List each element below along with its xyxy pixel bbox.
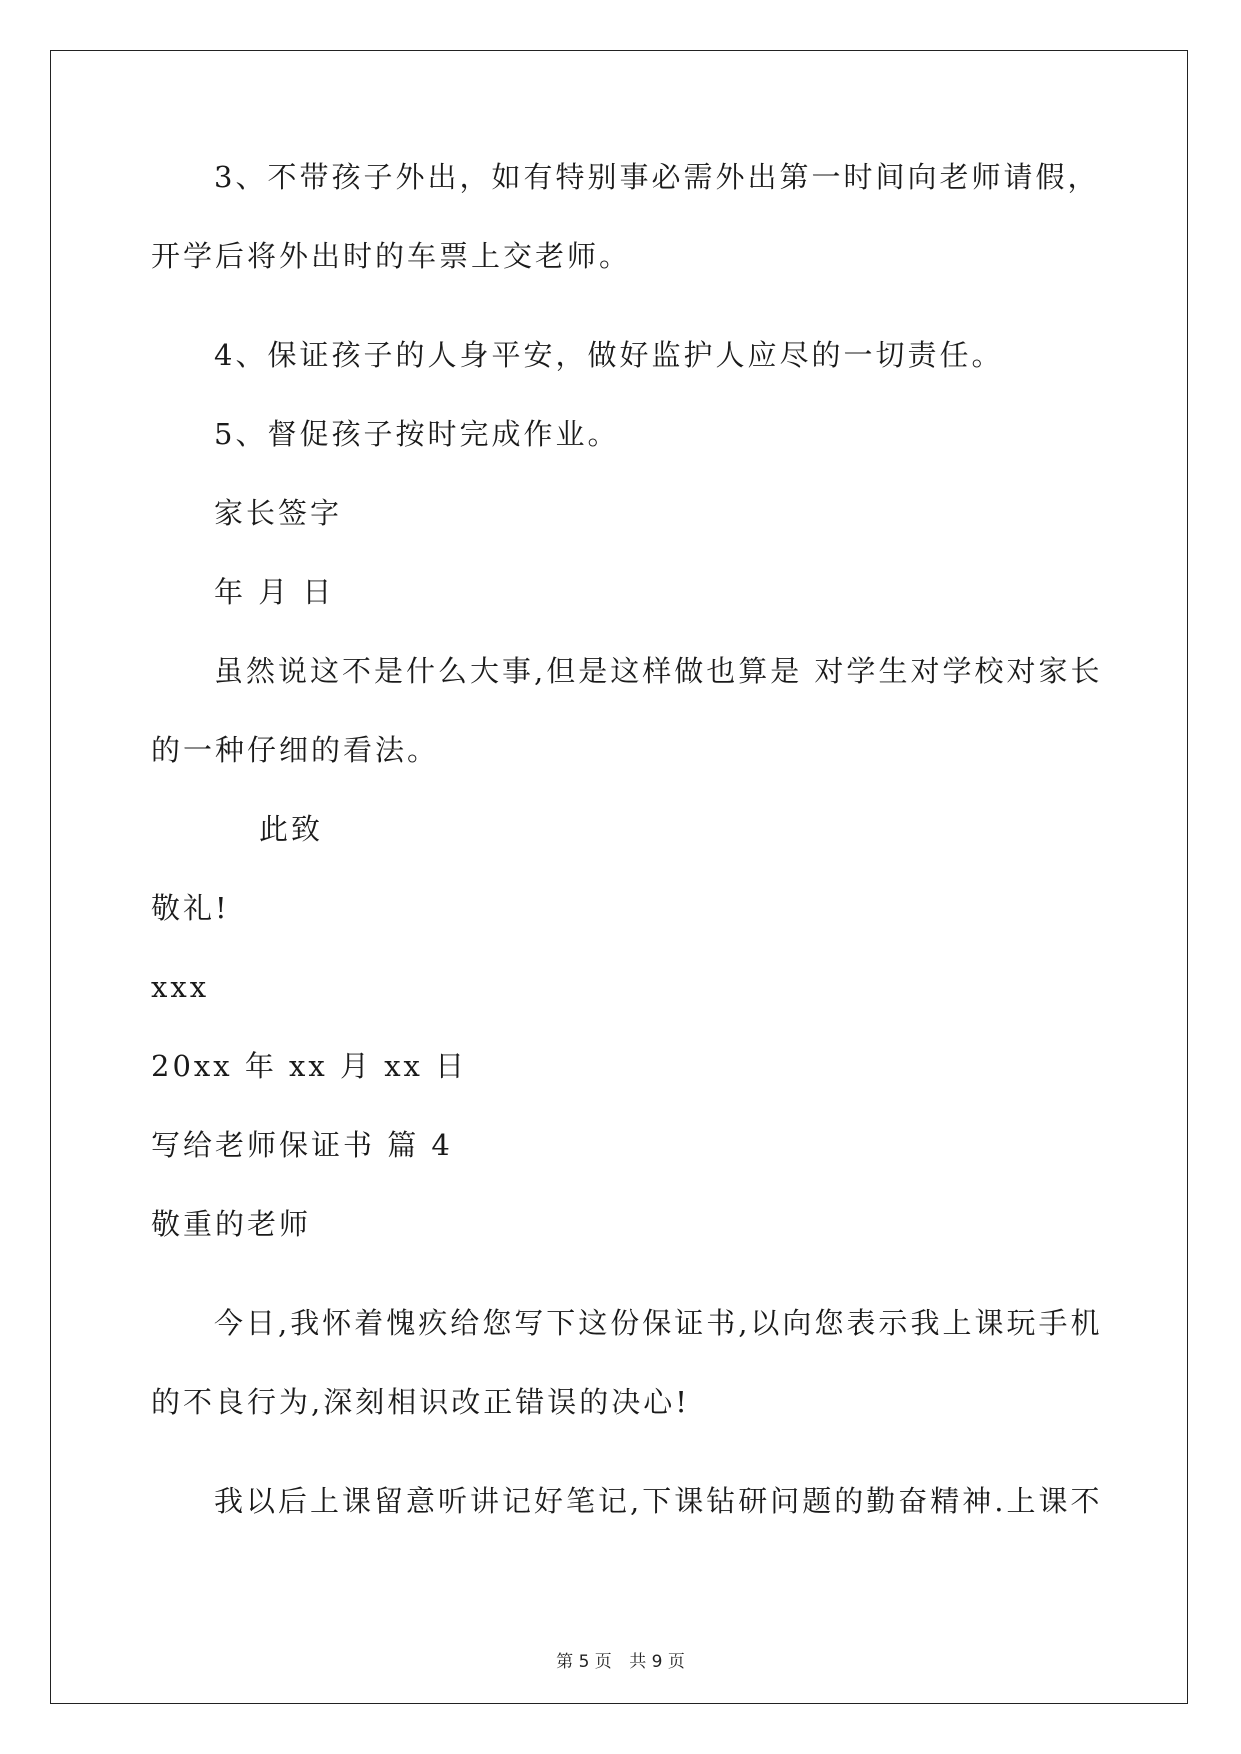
text-line-4: 5、督促孩子按时完成作业。 [214,417,620,451]
page-footer [0,1650,1241,1674]
text-line-15: 今日,我怀着愧疚给您写下这份保证书,以向您表示我上课玩手机 [214,1306,1103,1340]
page-border [50,50,1188,1704]
page-number-current: 第 5 页 [556,1652,612,1672]
text-line-14: 敬重的老师 [151,1207,312,1241]
text-line-11: xxx [151,970,210,1004]
text-line-10: 敬礼! [151,891,230,925]
text-line-3: 4、保证孩子的人身平安，做好监护人应尽的一切责任。 [214,338,1004,372]
text-line-16: 的不良行为,深刻相识改正错误的决心! [151,1385,690,1419]
text-line-6: 年 月 日 [214,575,335,609]
text-line-13: 写给老师保证书 篇 4 [151,1128,453,1162]
text-line-8: 的一种仔细的看法。 [151,733,440,767]
text-line-17: 我以后上课留意听讲记好笔记,下课钻研问题的勤奋精神.上课不 [214,1484,1103,1518]
page-number-total: 共 9 页 [629,1652,685,1672]
text-line-1: 3、不带孩子外出，如有特别事必需外出第一时间向老师请假， [214,160,1100,194]
text-line-9: 此致 [259,812,324,846]
text-line-5: 家长签字 [214,496,343,530]
text-line-7: 虽然说这不是什么大事,但是这样做也算是 对学生对学校对家长 [214,654,1103,688]
text-line-12: 20xx 年 xx 月 xx 日 [151,1049,468,1083]
text-line-2: 开学后将外出时的车票上交老师。 [151,239,632,273]
